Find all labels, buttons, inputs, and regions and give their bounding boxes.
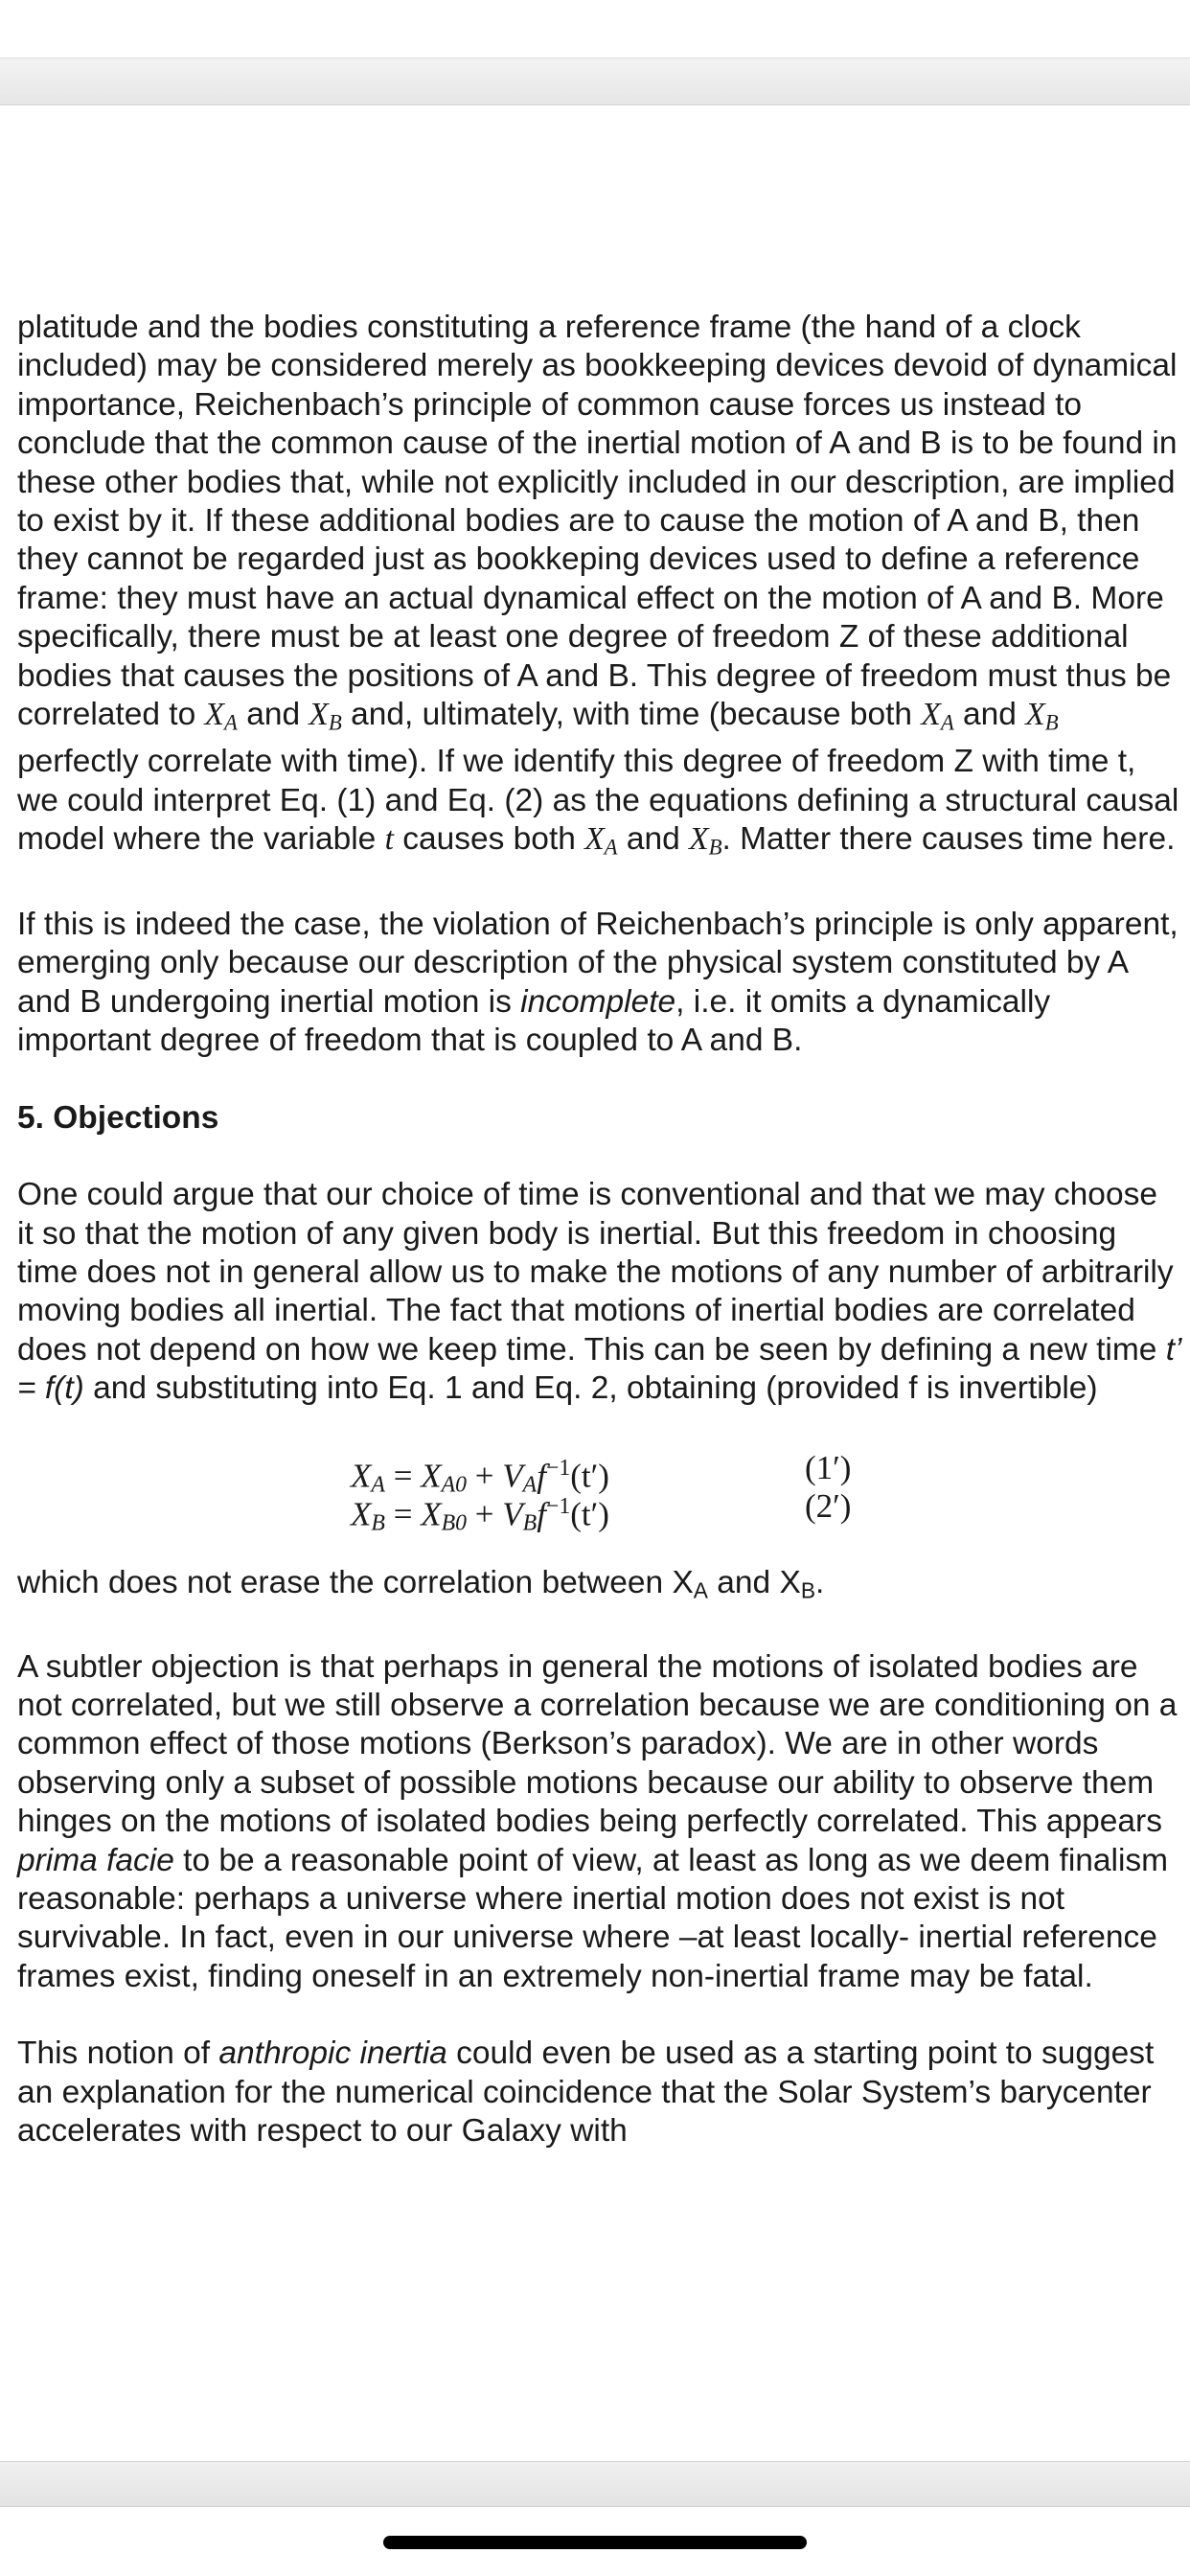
math-xa: $X_A$ [204,697,238,735]
equation-number: (2′) [805,1486,852,1525]
paragraph-conventional-time: One could argue that our choice of time is conventional and that we may choose it so that the motion of any given body is inertial. But this freedom in choosing time does not in general allow us to make the motions of any number of arbitrarily moving bodies all inertial. The fact that motions of inertial bodies are correlated does not depend on how we keep time. This can be seen by defining a new time t’ = f(t) and substituting into Eq. 1 and Eq. 2, obtaining (provided f is invertible) [17,1177,1180,1407]
math-xb: $X_B$ [689,820,722,860]
home-indicator[interactable] [383,2536,807,2549]
paragraph-common-cause: platitude and the bodies constituting a reference frame (the hand of a clock included) may be considered merely as bookkeeping devices devoid of dynamical importance, Reichenbach’s principle of common cause forces us instead to conclude that the common cause of the inertial motion of A and B is to be found in these other bodies that, while not explicitly included in our description, are implied to exist by it. If these additional bodies are to cause the motion of A and B, then they cannot be regarded just as bookkeping devices used to define a reference frame: they must have an actual dynamical effect on the motion of A and B. More specifically, there must be at least one degree of freedom Z of these additional bodies that causes the positions of A and B. This degree of freedom must thus be correlated to $X_A$ and $X_B$ and, ultimately, with time (because both $X_A$ and $X_B$ perfectly correlate with time). If we identify this degree of freedom Z with time t, we could interpret Eq. (1) and Eq. (2) as the equations defining a structural causal model where the variable t causes both $X_A$ and $X_B$. Matter there causes time here. [17,310,1179,860]
bottom-page-divider [0,2461,1190,2507]
paragraph-anthropic-inertia: This notion of anthropic inertia could even be used as a starting point to suggest an explanation for the numerical coincidence that the Solar System’s barycenter accelerates with respect to our Galaxy with [17,2036,1155,2150]
paragraph-subtler-objection: A subtler objection is that perhaps in general the motions of isolated bodies are not correlated, but we still observe a correlation because we are conditioning on a common effect of those motions (Berkson’s paradox). We are in other words observing only a subset of possible motions because our ability to observe them hinges on the motions of isolated bodies being perfectly correlated. This appears prima facie to be a reasonable point of view, at least as long as we deem finalism reasonable: perhaps a universe where inertial motion does not exist is not survivable. In fact, even in our universe where –at least locally- inertial reference frames exist, finding oneself in an extremely non-inertial frame may be fatal. [17,1648,1178,1994]
document-page [17,309,1180,2151]
equation-number: (1′) [805,1448,852,1486]
paragraph-apparent-violation: If this is indeed the case, the violation of Reichenbach’s principle is only apparent, emerging only because our description of the physical system constituted by A and B undergoing inertial motion is incomplete, i.e. it omits a dynamically important degree of freedom that is coupled to A and B. [17,907,1179,1059]
equation-block: XA = XA0 + VAf$^{-1}$(t′) (1′) XB = XB0 + VBf$^{-1}$(t′) (2′) [351,1448,852,1535]
section-heading: 5. Objections [17,1099,219,1136]
math-xb: $X_B$ [1025,697,1059,735]
paragraph-correlation: which does not erase the correlation between $X_A$ and $X_B$. [17,1564,825,1603]
math-t: t [384,820,394,857]
math-xa: $X_A$ [921,697,954,735]
math-xa: $X_A$ [584,820,618,860]
math-xb: $X_B$ [309,697,342,735]
top-page-divider [0,58,1190,105]
